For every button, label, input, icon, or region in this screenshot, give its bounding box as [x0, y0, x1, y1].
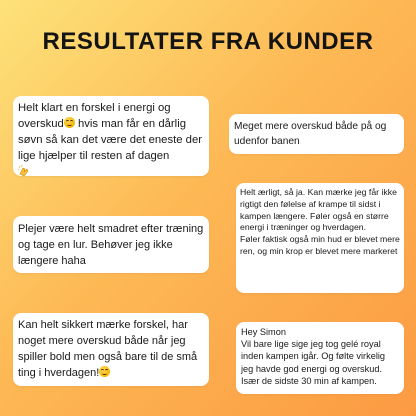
testimonial-bubble-energy	[13, 96, 209, 176]
clapping-hands-emoji-icon	[18, 165, 30, 177]
testimonial-text: Hey Simon Vil bare lige sige jeg tog gelé royal inden kampen igår. Og følte virkelig jeg havde god energi og overskud. Især de sidste 30 min af kampen.	[241, 327, 386, 386]
testimonial-bubble-traening	[13, 216, 209, 273]
testimonial-text-part-2: hvis man får en dårlig søvn så kan det være det eneste der lige hjælper til resten af dagen	[18, 118, 202, 162]
testimonial-text	[18, 100, 204, 180]
testimonial-text: Helt ærligt, så ja. Kan mærke jeg får ikke rigtigt den følelse af krampe til sidst i kampen længere. Føler også en større energi i træninger og hverdagen. Føler faktisk også min hud er blevet mere ren, og min krop er blevet mere markeret	[240, 187, 400, 256]
testimonial-text	[18, 317, 204, 381]
testimonial-bubble-forskel	[13, 313, 209, 386]
testimonial-text-part-1: Helt klart en forskel i energi og overskud	[18, 102, 171, 130]
testimonial-bubble-gele-royal	[236, 322, 404, 394]
testimonial-text: Plejer være helt smadret efter træning og tage en lur. Behøver jeg ikke længere haha	[18, 223, 204, 267]
testimonial-text: Meget mere overskud både på og udenfor banen	[234, 121, 387, 147]
grinning-face-emoji-icon	[99, 366, 110, 377]
testimonial-text-part-1: Kan helt sikkert mærke forskel, har noget mere overskud både når jeg spiller bold men også bare til de små ting i hverdagen!	[18, 319, 198, 379]
page-title: RESULTATER FRA KUNDER	[42, 28, 374, 55]
grinning-face-emoji-icon	[64, 117, 75, 128]
testimonial-bubble-overskud	[229, 114, 404, 154]
testimonial-bubble-krampe	[236, 183, 404, 293]
